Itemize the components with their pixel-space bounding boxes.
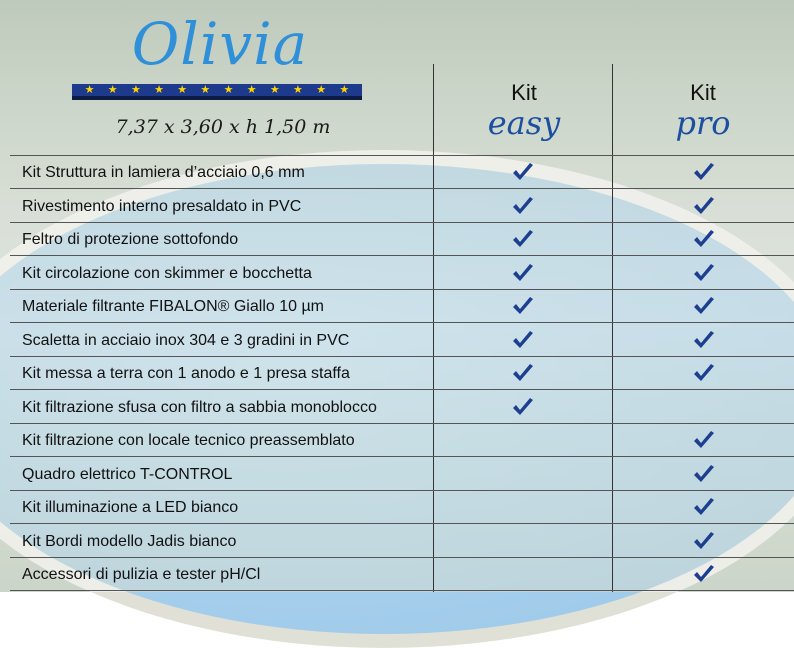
table-row bbox=[0, 558, 794, 591]
star-icon: ★ bbox=[293, 83, 303, 96]
table-row bbox=[0, 491, 794, 524]
kit-word: Kit bbox=[511, 80, 537, 105]
pool-dimensions: 7,37 x 3,60 x h 1,50 m bbox=[115, 116, 331, 138]
table-row bbox=[0, 391, 794, 424]
feature-label: Kit messa a terra con 1 anodo e 1 presa staffa bbox=[22, 365, 350, 382]
checkmark-icon bbox=[692, 529, 716, 553]
table-row bbox=[0, 324, 794, 357]
checkmark-icon bbox=[692, 261, 716, 285]
star-icon: ★ bbox=[246, 83, 257, 96]
table-row bbox=[0, 458, 794, 491]
checkmark-icon bbox=[692, 227, 716, 251]
star-icon: ★ bbox=[223, 83, 234, 96]
feature-label: Materiale filtrante FIBALON® Giallo 10 µm bbox=[22, 298, 324, 315]
feature-label: Quadro elettrico T-CONTROL bbox=[22, 465, 233, 483]
checkmark-icon bbox=[511, 194, 535, 218]
star-icon: ★ bbox=[177, 83, 188, 96]
feature-label: Scaletta in acciaio inox 304 e 3 gradini in PVC bbox=[22, 331, 350, 349]
checkmark-icon bbox=[511, 395, 535, 419]
table-row bbox=[0, 290, 794, 323]
star-icon: ★ bbox=[316, 83, 327, 96]
checkmark-icon bbox=[511, 160, 535, 184]
checkmark-icon bbox=[692, 160, 716, 184]
product-title: Olivia bbox=[131, 10, 309, 78]
feature-label: Kit illuminazione a LED bianco bbox=[22, 499, 239, 516]
feature-label: Accessori di pulizia e tester pH/Cl bbox=[22, 566, 261, 583]
checkmark-icon bbox=[692, 462, 716, 486]
row-divider bbox=[10, 590, 794, 591]
checkmark-icon bbox=[511, 227, 535, 251]
checkmark-icon bbox=[692, 194, 716, 218]
checkmark-icon bbox=[511, 328, 535, 352]
feature-label: Rivestimento interno presaldato in PVC bbox=[22, 197, 302, 215]
star-icon: ★ bbox=[84, 83, 95, 96]
column-header-pro bbox=[615, 80, 791, 142]
feature-label: Kit filtrazione sfusa con filtro a sabbia monoblocco bbox=[22, 398, 377, 416]
star-bar bbox=[72, 84, 362, 100]
star-icon: ★ bbox=[269, 83, 280, 96]
checkmark-icon bbox=[692, 361, 716, 385]
kit-name-pro: pro bbox=[675, 104, 731, 142]
kit-name-easy: easy bbox=[487, 104, 561, 142]
table-row bbox=[0, 190, 794, 223]
checkmark-icon bbox=[511, 261, 535, 285]
column-header-easy bbox=[436, 80, 612, 142]
star-icon: ★ bbox=[107, 83, 118, 96]
table-row bbox=[0, 257, 794, 290]
checkmark-icon bbox=[692, 495, 716, 519]
feature-label: Kit Struttura in lamiera d’acciaio 0,6 mm bbox=[22, 164, 305, 181]
checkmark-icon bbox=[692, 428, 716, 452]
star-icon: ★ bbox=[154, 83, 164, 96]
feature-label: Kit filtrazione con locale tecnico preassemblato bbox=[22, 432, 355, 449]
checkmark-icon bbox=[692, 328, 716, 352]
table-row bbox=[0, 357, 794, 390]
checkmark-icon bbox=[692, 294, 716, 318]
table-row bbox=[0, 424, 794, 457]
checkmark-icon bbox=[511, 361, 535, 385]
checkmark-icon bbox=[511, 294, 535, 318]
feature-label: Feltro di protezione sottofondo bbox=[22, 231, 239, 248]
table-row bbox=[0, 223, 794, 256]
table-row bbox=[0, 156, 794, 189]
star-icon: ★ bbox=[200, 83, 211, 96]
table-row bbox=[0, 525, 794, 558]
checkmark-icon bbox=[692, 562, 716, 586]
feature-label: Kit Bordi modello Jadis bianco bbox=[22, 532, 237, 550]
feature-label: Kit circolazione con skimmer e bocchetta bbox=[22, 264, 312, 282]
star-icon: ★ bbox=[339, 83, 350, 96]
star-icon: ★ bbox=[130, 83, 141, 96]
kit-word: Kit bbox=[690, 80, 716, 105]
